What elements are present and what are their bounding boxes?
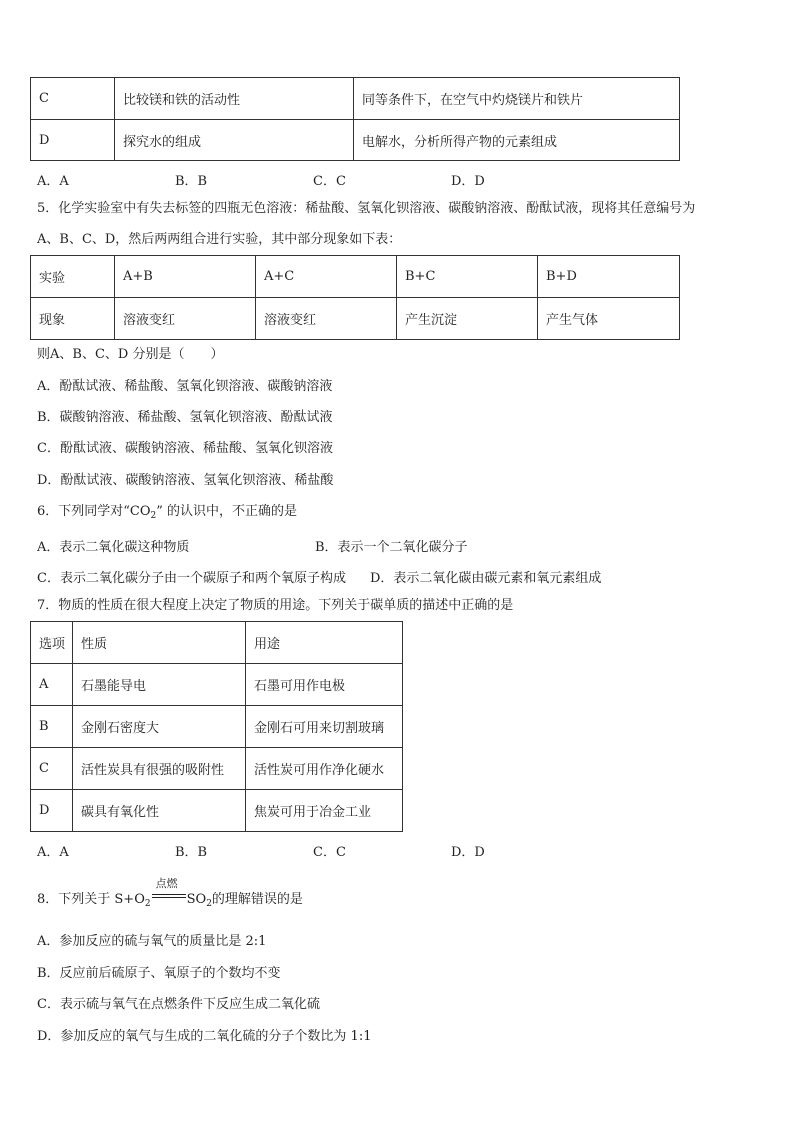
q4-options xyxy=(37,170,589,189)
option-d: D．D xyxy=(451,845,485,860)
q8-stem-pre: 8．下列关于 S+O xyxy=(37,892,145,907)
table-row xyxy=(31,622,403,664)
table-cell: 选项 xyxy=(31,622,73,664)
table-row xyxy=(31,120,680,161)
table-cell: D xyxy=(31,790,73,832)
q8-option-c: C．表示硫与氧气在点燃条件下反应生成二氧化硫 xyxy=(37,997,320,1012)
table-cell: 活性炭可用作净化硬水 xyxy=(246,748,403,790)
table-cell: 电解水，分析所得产物的元素组成 xyxy=(354,120,680,161)
q5-stem-line1: 5．化学实验室中有失去标签的四瓶无色溶液：稀盐酸、氢氧化钡溶液、碳酸钠溶液、酚酞试液，现将其任意编号为 xyxy=(37,201,696,216)
q5-option-b: B．碳酸钠溶液、稀盐酸、氢氧化钡溶液、酚酞试液 xyxy=(37,410,333,425)
table-cell: 比较镁和铁的活动性 xyxy=(115,78,354,120)
table-row xyxy=(31,706,403,748)
table-cell: A xyxy=(31,664,73,706)
table-cell: 石墨可用作电极 xyxy=(246,664,403,706)
table-cell: A+B xyxy=(115,256,256,298)
table-cell: C xyxy=(31,78,115,120)
q6-stem-post: ” 的认识中，不正确的是 xyxy=(156,504,298,519)
option-b: B．B xyxy=(175,845,208,860)
table-cell: C xyxy=(31,748,73,790)
q8-product: SO xyxy=(186,892,207,907)
table-cell: 碳具有氧化性 xyxy=(73,790,246,832)
table-cell: 产生沉淀 xyxy=(397,298,538,340)
table-cell: D xyxy=(31,120,115,161)
table-row xyxy=(31,256,680,298)
option-a: A．A xyxy=(37,845,69,860)
table-cell: 现象 xyxy=(31,298,115,340)
q6-option-d: D．表示二氧化碳由碳元素和氧元素组成 xyxy=(370,571,602,586)
table-row xyxy=(31,748,403,790)
table-row xyxy=(31,298,680,340)
table-cell: 石墨能导电 xyxy=(73,664,246,706)
table-cell: 溶液变红 xyxy=(256,298,397,340)
q6-stem-pre: 6．下列同学对“CO xyxy=(37,504,151,519)
option-c: C．C xyxy=(313,174,346,189)
q8-option-d: D．参加反应的氧气与生成的二氧化硫的分子个数比为 1:1 xyxy=(37,1029,372,1044)
table-cell: 实验 xyxy=(31,256,115,298)
q6-option-a: A．表示二氧化碳这种物质 xyxy=(37,540,190,555)
q8-option-b: B．反应前后硫原子、氧原子的个数均不变 xyxy=(37,966,281,981)
q6-option-b: B．表示一个二氧化碳分子 xyxy=(315,540,468,555)
table-cell: B+D xyxy=(538,256,680,298)
table-cell: 性质 xyxy=(73,622,246,664)
q5-ask: 则A、B、C、D 分别是（ ） xyxy=(37,347,224,362)
table-row xyxy=(31,78,680,120)
table-cell: B xyxy=(31,706,73,748)
table-cell: 产生气体 xyxy=(538,298,680,340)
table-cell: B+C xyxy=(397,256,538,298)
table-cell: 金刚石可用来切割玻璃 xyxy=(246,706,403,748)
reaction-condition: 点燃 xyxy=(155,877,178,890)
table-row xyxy=(31,664,403,706)
q6-stem-sub: 2 xyxy=(150,511,157,521)
option-c: C．C xyxy=(313,845,346,860)
option-d: D．D xyxy=(451,174,485,189)
table-cell: 活性炭具有很强的吸附性 xyxy=(73,748,246,790)
reaction-arrow xyxy=(152,877,186,905)
table-cell: 溶液变红 xyxy=(115,298,256,340)
table-cell: 同等条件下，在空气中灼烧镁片和铁片 xyxy=(354,78,680,120)
q7-options xyxy=(37,841,589,860)
option-b: B．B xyxy=(175,174,208,189)
q7-table xyxy=(30,621,403,832)
q5-stem-line2: A、B、C、D，然后两两组合进行实验，其中部分现象如下表： xyxy=(37,232,402,247)
q8-option-a: A．参加反应的硫与氧气的质量比是 2:1 xyxy=(37,934,267,949)
table-cell: 用途 xyxy=(246,622,403,664)
q7-stem: 7．物质的性质在很大程度上决定了物质的用途。下列关于碳单质的描述中正确的是 xyxy=(37,598,514,613)
so2-subscript: 2 xyxy=(206,899,212,909)
q6-stem xyxy=(37,504,297,520)
q5-option-a: A．酚酞试液、稀盐酸、氢氧化钡溶液、碳酸钠溶液 xyxy=(37,379,333,394)
table-cell: 金刚石密度大 xyxy=(73,706,246,748)
option-a: A．A xyxy=(37,174,69,189)
q4-table xyxy=(30,77,680,161)
table-cell: 探究水的组成 xyxy=(115,120,354,161)
o2-subscript: 2 xyxy=(144,899,151,909)
table-row xyxy=(31,790,403,832)
table-cell: 焦炭可用于冶金工业 xyxy=(246,790,403,832)
q6-option-c: C．表示二氧化碳分子由一个碳原子和两个氧原子构成 xyxy=(37,571,346,586)
q8-stem-post: 的理解错误的是 xyxy=(211,892,303,907)
arrow-bar-top xyxy=(152,894,186,895)
q5-option-d: D．酚酞试液、碳酸钠溶液、氢氧化钡溶液、稀盐酸 xyxy=(37,473,334,488)
arrow-bar-bottom xyxy=(152,897,186,898)
q5-table xyxy=(30,255,680,340)
q8-stem xyxy=(37,877,303,909)
table-cell: A+C xyxy=(256,256,397,298)
q5-option-c: C．酚酞试液、碳酸钠溶液、稀盐酸、氢氧化钡溶液 xyxy=(37,441,333,456)
